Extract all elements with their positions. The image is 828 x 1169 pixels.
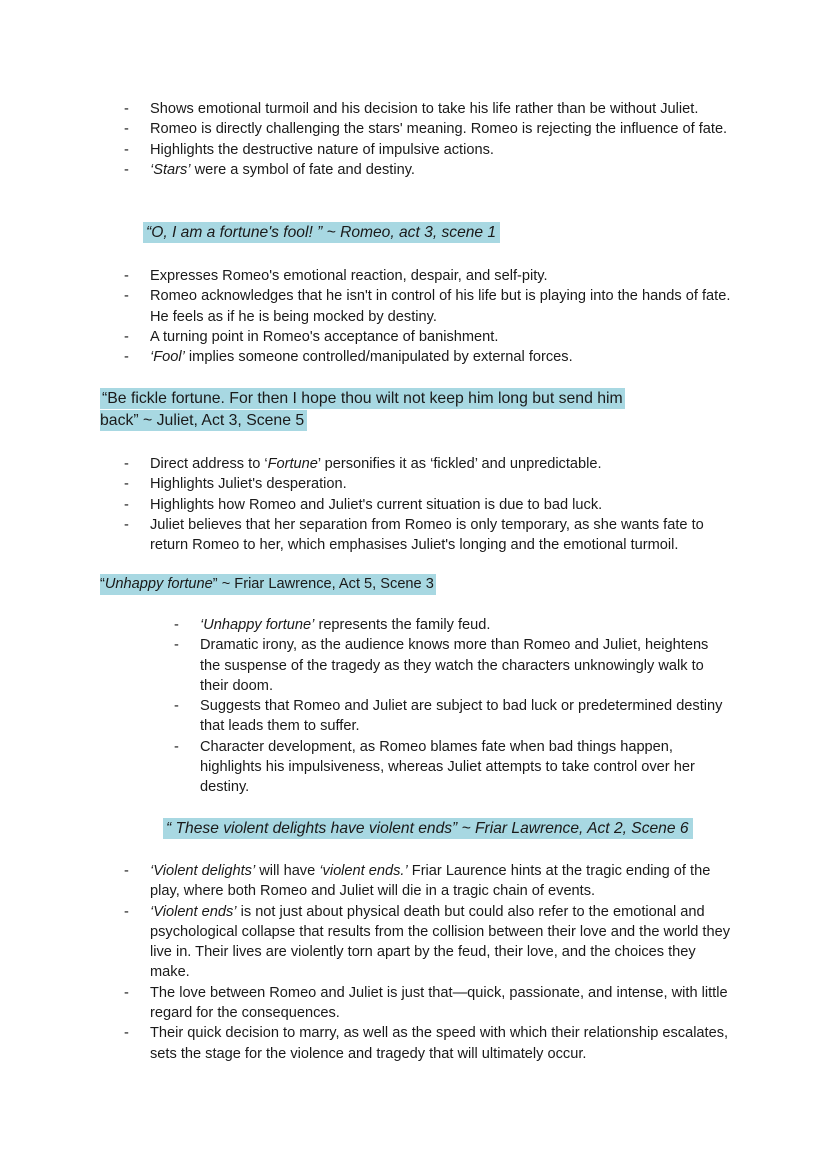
list-item: - ‘Fool’ implies someone controlled/manipulated by external forces. [124,347,734,367]
list-item: - Highlights how Romeo and Juliet's current situation is due to bad luck. [124,495,734,515]
bullet-list-fickle-fortune [124,454,734,555]
list-item: - The love between Romeo and Juliet is just that—quick, passionate, and intense, with little regard for the consequences. [124,983,734,1024]
quote-line: back” ~ Juliet, Act 3, Scene 5 [100,410,307,431]
bullet-list-unhappy-fortune [174,615,729,798]
bullet-list-fortunes-fool [124,266,734,367]
list-item: - Suggests that Romeo and Juliet are subject to bad luck or predetermined destiny that leads them to suffer. [174,696,729,737]
quote-line: “Be fickle fortune. For then I hope thou wilt not keep him long but send him [102,390,623,407]
quote-violent-delights: “ These violent delights have violent ends” ~ Friar Lawrence, Act 2, Scene 6 [163,818,693,839]
list-item: - Juliet believes that her separation from Romeo is only temporary, as she wants fate to return Romeo to her, which emphasises Juliet's longing and the emotional turmoil. [124,515,734,556]
list-item: - A turning point in Romeo's acceptance of banishment. [124,327,734,347]
quote-fickle-fortune [100,388,625,431]
list-item: - Character development, as Romeo blames fate when bad things happen, highlights his impulsiveness, whereas Juliet attempts to take control over her destiny. [174,737,729,798]
bullet-list-violent-delights [124,861,734,1064]
quote-fortunes-fool: “O, I am a fortune's fool! ” ~ Romeo, act 3, scene 1 [143,222,500,243]
quote-unhappy-fortune: “Unhappy fortune” ~ Friar Lawrence, Act 5, Scene 3 [100,574,436,595]
list-item: - Expresses Romeo's emotional reaction, despair, and self-pity. [124,266,734,286]
list-item: - Direct address to ‘Fortune’ personifies it as ‘fickled’ and unpredictable. [124,454,734,474]
list-item: - Shows emotional turmoil and his decision to take his life rather than be without Juliet. [124,99,734,119]
list-item: - ‘Violent ends’ is not just about physical death but could also refer to the emotional and psychological collapse that results from the collision between their love and the world they live in. Their lives are violently torn apart by the feud, their love, and the choices they make. [124,902,734,983]
list-item: - ‘Stars’ were a symbol of fate and destiny. [124,160,734,180]
list-item: - Romeo is directly challenging the stars' meaning. Romeo is rejecting the influence of fate. [124,119,734,139]
list-item: - Highlights the destructive nature of impulsive actions. [124,140,734,160]
list-item: - Their quick decision to marry, as well as the speed with which their relationship escalates, sets the stage for the violence and tragedy that will ultimately occur. [124,1023,734,1064]
bullet-list-stars [124,99,734,180]
list-item: - Dramatic irony, as the audience knows more than Romeo and Juliet, heightens the suspense of the tragedy as they watch the characters unknowingly walk to their doom. [174,635,729,696]
list-item: - Romeo acknowledges that he isn't in control of his life but is playing into the hands of fate. He feels as if he is being mocked by destiny. [124,286,734,327]
list-item: - ‘Unhappy fortune’ represents the family feud. [174,615,729,635]
list-item: - ‘Violent delights’ will have ‘violent ends.’ Friar Laurence hints at the tragic ending of the play, where both Romeo and Juliet will die in a tragic chain of events. [124,861,734,902]
list-item: - Highlights Juliet's desperation. [124,474,734,494]
